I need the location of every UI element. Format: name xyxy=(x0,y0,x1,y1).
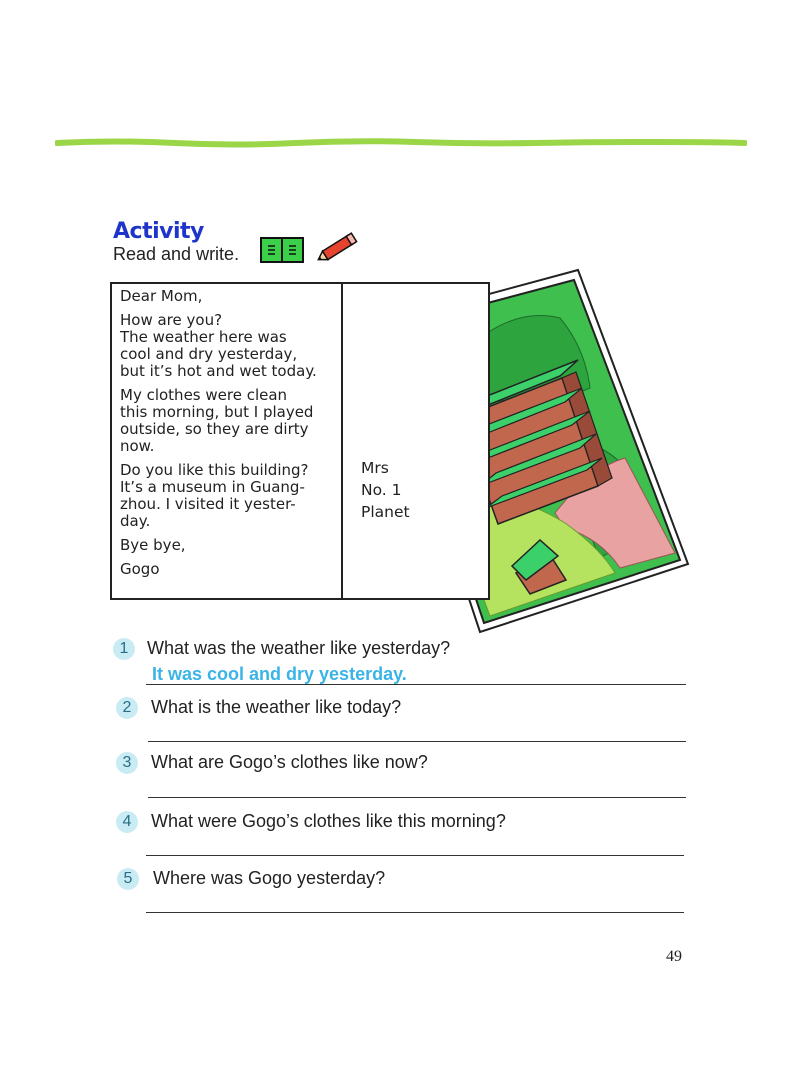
letter-greeting: Dear Mom, xyxy=(120,287,203,305)
question-text: What is the weather like today? xyxy=(151,697,402,717)
letter-paragraph: Do you like this building? It’s a museum in Guang- zhou. I visited it yester- day. xyxy=(120,461,309,530)
question-number: 2 xyxy=(116,697,138,719)
letter-closing: Bye bye, xyxy=(120,536,186,554)
question-number: 1 xyxy=(113,638,135,660)
question-text: Where was Gogo yesterday? xyxy=(153,868,386,888)
answer-line[interactable] xyxy=(146,684,686,685)
answer-line[interactable] xyxy=(148,797,686,798)
question-number: 3 xyxy=(116,752,138,774)
question-text: What were Gogo’s clothes like this morning? xyxy=(151,811,506,831)
answer-line[interactable] xyxy=(146,855,684,856)
letter-paragraph: My clothes were clean this morning, but I played outside, so they are dirty now. xyxy=(120,386,314,455)
question-text: What are Gogo’s clothes like now? xyxy=(151,752,428,772)
green-divider-line xyxy=(55,138,747,148)
answer-line[interactable] xyxy=(146,912,684,913)
page-number: 49 xyxy=(666,948,682,965)
letter-signature: Gogo xyxy=(120,560,160,578)
postcard-address: Mrs No. 1 Planet xyxy=(361,459,410,521)
question-text: What was the weather like yesterday? xyxy=(147,638,451,658)
open-book-icon xyxy=(260,237,304,263)
activity-title: Activity xyxy=(113,219,204,244)
answer-line[interactable] xyxy=(148,741,686,742)
letter-body xyxy=(120,288,340,585)
answer-text: It was cool and dry yesterday. xyxy=(152,664,407,684)
letter-divider xyxy=(341,283,343,599)
letter-paragraph: How are you? The weather here was cool and dry yesterday, but it’s hot and wet today. xyxy=(120,311,317,380)
question-number: 4 xyxy=(116,811,138,833)
instruction-text: Read and write. xyxy=(113,244,240,264)
pencil-icon xyxy=(313,232,361,264)
question-number: 5 xyxy=(117,868,139,890)
